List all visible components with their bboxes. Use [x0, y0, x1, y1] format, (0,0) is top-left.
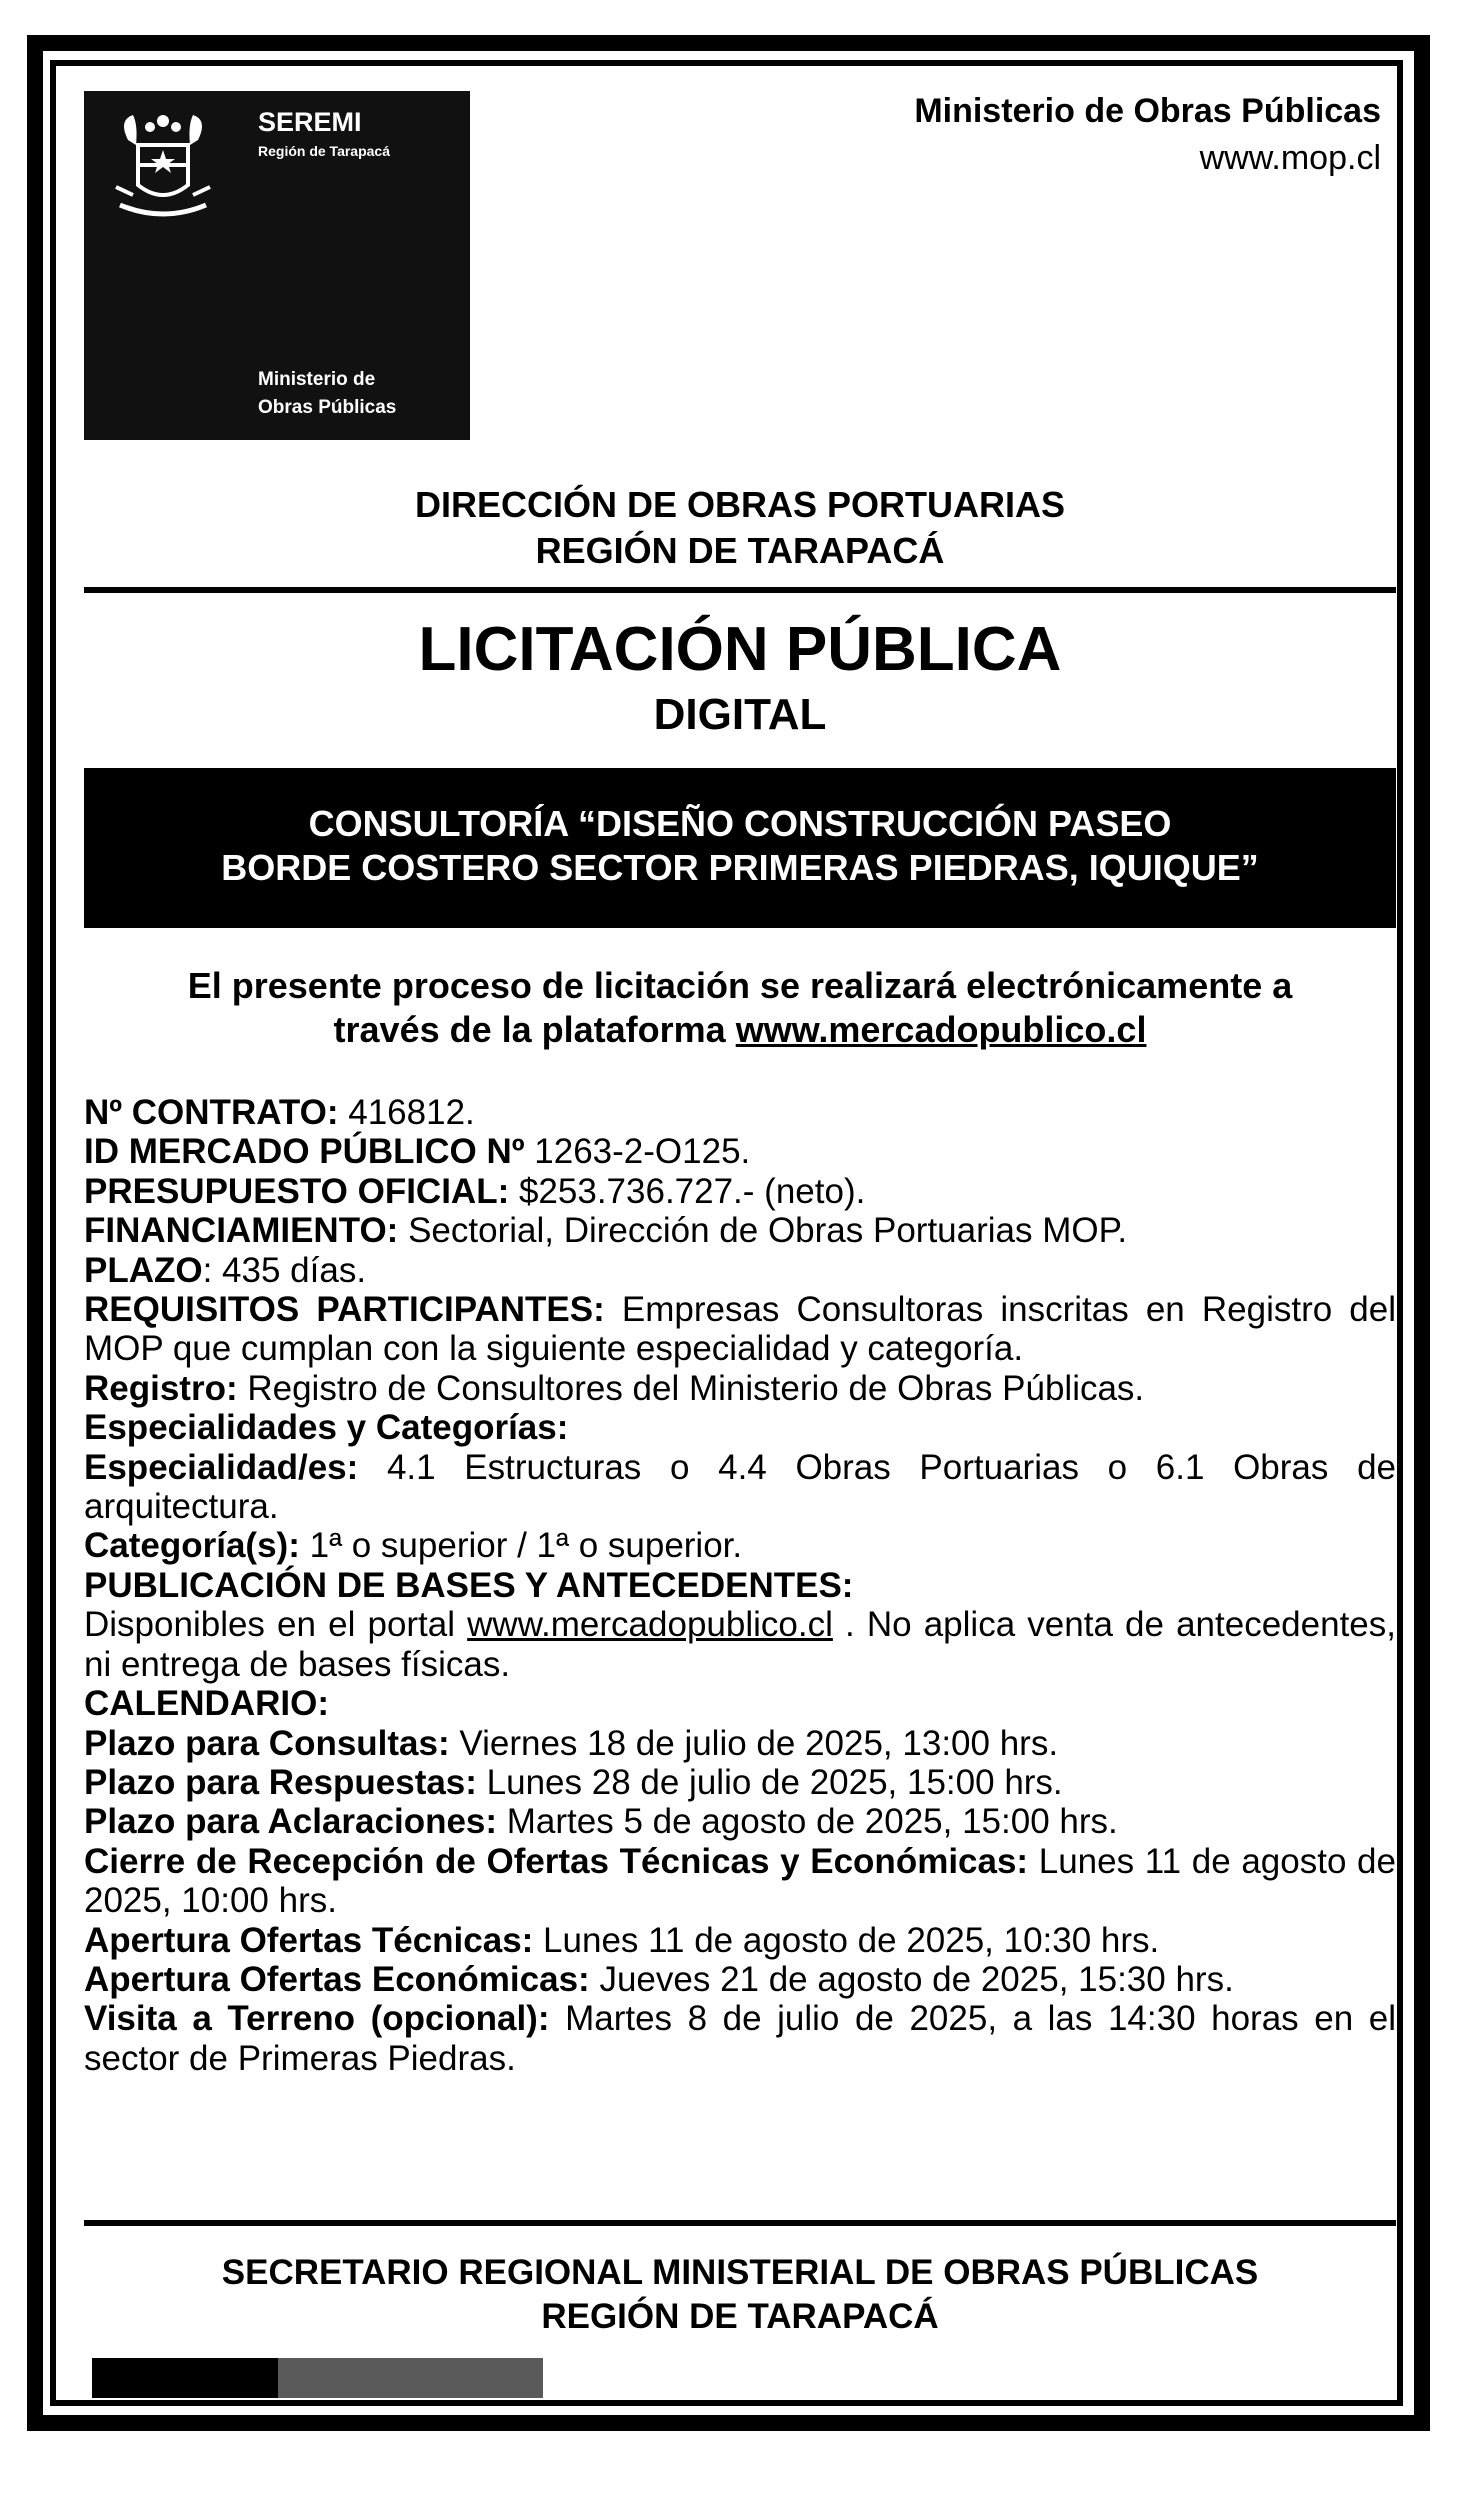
logo-region: Región de Tarapacá [258, 143, 391, 159]
requisitos-row [84, 1290, 1396, 1369]
project-line1: CONSULTORÍA “DISEÑO CONSTRUCCIÓN PASEO [308, 803, 1172, 844]
id-value: 1263-2-O125. [524, 1132, 751, 1172]
disponibles-suffix: . No aplica venta de antecedentes, ni entrega de bases físicas. [84, 1605, 1396, 1684]
financiamiento-label: FINANCIAMIENTO: [84, 1211, 399, 1251]
apertura-economicas-value: Jueves 21 de agosto de 2025, 15:30 hrs. [589, 1959, 1234, 1999]
categoria-row [84, 1526, 1396, 1565]
contrato-label: Nº CONTRATO: [84, 1093, 339, 1132]
intro-line1: El presente proceso de licitación se realizará electrónicamente a [187, 965, 1293, 1006]
logo-seremi: SEREMI [258, 107, 362, 137]
requisitos-label: REQUISITOS PARTICIPANTES: [84, 1290, 605, 1330]
disponibles-row [84, 1605, 1396, 1684]
direccion-line2: REGIÓN DE TARAPACÁ [535, 530, 945, 571]
especialidades-heading-text: Especialidades y Categorías: [84, 1408, 569, 1448]
cierre-row [84, 1842, 1396, 1921]
plazo-label: PLAZO [84, 1250, 203, 1290]
respuestas-value: Lunes 28 de julio de 2025, 15:00 hrs. [476, 1762, 1063, 1802]
chile-coat-of-arms-icon [98, 105, 228, 225]
logo-ministry-line2: Obras Públicas [258, 397, 397, 418]
calendario-heading [84, 1684, 1396, 1723]
project-banner [84, 768, 1396, 928]
visita-row [84, 1999, 1396, 2078]
disponibles-link[interactable]: www.mercadopublico.cl [467, 1605, 833, 1645]
project-line2: BORDE COSTERO SECTOR PRIMERAS PIEDRAS, IQUIQUE” [221, 847, 1259, 888]
consultas-label: Plazo para Consultas: [84, 1723, 450, 1763]
requisitos-value: Empresas Consultoras inscritas en Registro del MOP que cumplan con la siguiente especialidad y categoría. [84, 1290, 1396, 1369]
especialidad-label: Especialidad/es: [84, 1447, 359, 1487]
ministry-name: Ministerio de Obras Públicas [914, 92, 1381, 130]
divider-bottom [84, 2220, 1396, 2226]
page-subtitle: DIGITAL [653, 690, 827, 739]
visita-value: Martes 8 de julio de 2025, a las 14:30 horas en el sector de Primeras Piedras. [84, 1999, 1396, 2078]
apertura-economicas-label: Apertura Ofertas Económicas: [84, 1959, 590, 1999]
contrato-row [84, 1093, 1396, 1132]
apertura-economicas-row [84, 1960, 1396, 1999]
color-bar-gray [278, 2358, 543, 2398]
intro-text [84, 964, 1396, 1052]
color-bar-black [92, 2358, 278, 2398]
signature-block [84, 2251, 1396, 2339]
registro-value: Registro de Consultores del Ministerio de Obras Públicas. [237, 1368, 1145, 1408]
id-label: ID MERCADO PÚBLICO Nº [84, 1132, 525, 1172]
aclaraciones-row [84, 1802, 1396, 1841]
aclaraciones-label: Plazo para Aclaraciones: [84, 1802, 498, 1842]
presupuesto-label: PRESUPUESTO OFICIAL: [84, 1171, 510, 1211]
calendario-heading-text: CALENDARIO: [84, 1684, 329, 1724]
footer-line1: SECRETARIO REGIONAL MINISTERIAL DE OBRAS PÚBLICAS [221, 2253, 1259, 2292]
financiamiento-value: Sectorial, Dirección de Obras Portuarias MOP. [398, 1211, 1128, 1251]
ministry-url: www.mop.cl [1199, 139, 1381, 177]
ministry-header [914, 92, 1381, 178]
mercadopublico-link[interactable]: www.mercadopublico.cl [735, 1009, 1147, 1050]
id-row [84, 1132, 1396, 1171]
especialidad-row [84, 1448, 1396, 1527]
intro-line2 [84, 1008, 1396, 1052]
publicacion-heading-text: PUBLICACIÓN DE BASES Y ANTECEDENTES: [84, 1565, 854, 1605]
footer-line2: REGIÓN DE TARAPACÁ [541, 2297, 939, 2336]
especialidad-value: 4.1 Estructuras o 4.4 Obras Portuarias o 6.1 Obras de arquitectura. [84, 1447, 1396, 1527]
registro-row [84, 1369, 1396, 1408]
seremi-logo [84, 91, 470, 440]
intro-line2-prefix: través de la plataforma [333, 1009, 736, 1050]
divider-top [84, 587, 1396, 593]
direccion-heading [84, 482, 1396, 574]
presupuesto-row [84, 1172, 1396, 1211]
page-title: LICITACIÓN PÚBLICA [418, 615, 1062, 684]
aclaraciones-value: Martes 5 de agosto de 2025, 15:00 hrs. [497, 1802, 1118, 1842]
plazo-value: : 435 días. [202, 1250, 367, 1290]
apertura-tecnicas-row [84, 1921, 1396, 1960]
tender-details [84, 1093, 1396, 2078]
plazo-row [84, 1251, 1396, 1290]
consultas-value: Viernes 18 de julio de 2025, 13:00 hrs. [449, 1723, 1059, 1763]
respuestas-row [84, 1763, 1396, 1802]
categoria-label: Categoría(s): [84, 1526, 300, 1566]
cierre-value: Lunes 11 de agosto de 2025, 10:00 hrs. [84, 1841, 1396, 1921]
especialidades-heading [84, 1408, 1396, 1447]
categoria-value: 1ª o superior / 1ª o superior. [299, 1526, 743, 1566]
respuestas-label: Plazo para Respuestas: [84, 1762, 477, 1802]
cierre-label: Cierre de Recepción de Ofertas Técnicas y Económicas: [84, 1841, 1029, 1881]
disponibles-prefix: Disponibles en el portal [84, 1605, 468, 1645]
publicacion-heading [84, 1566, 1396, 1605]
logo-ministry-line1: Ministerio de [258, 369, 376, 390]
contrato-value: 416812. [338, 1093, 475, 1132]
apertura-tecnicas-value: Lunes 11 de agosto de 2025, 10:30 hrs. [533, 1920, 1160, 1960]
direccion-line1: DIRECCIÓN DE OBRAS PORTUARIAS [414, 484, 1066, 525]
consultas-row [84, 1724, 1396, 1763]
visita-label: Visita a Terreno (opcional): [84, 1999, 550, 2039]
apertura-tecnicas-label: Apertura Ofertas Técnicas: [84, 1920, 534, 1960]
presupuesto-value: $253.736.727.- (neto). [509, 1171, 866, 1211]
registro-label: Registro: [84, 1368, 238, 1408]
financiamiento-row [84, 1211, 1396, 1250]
